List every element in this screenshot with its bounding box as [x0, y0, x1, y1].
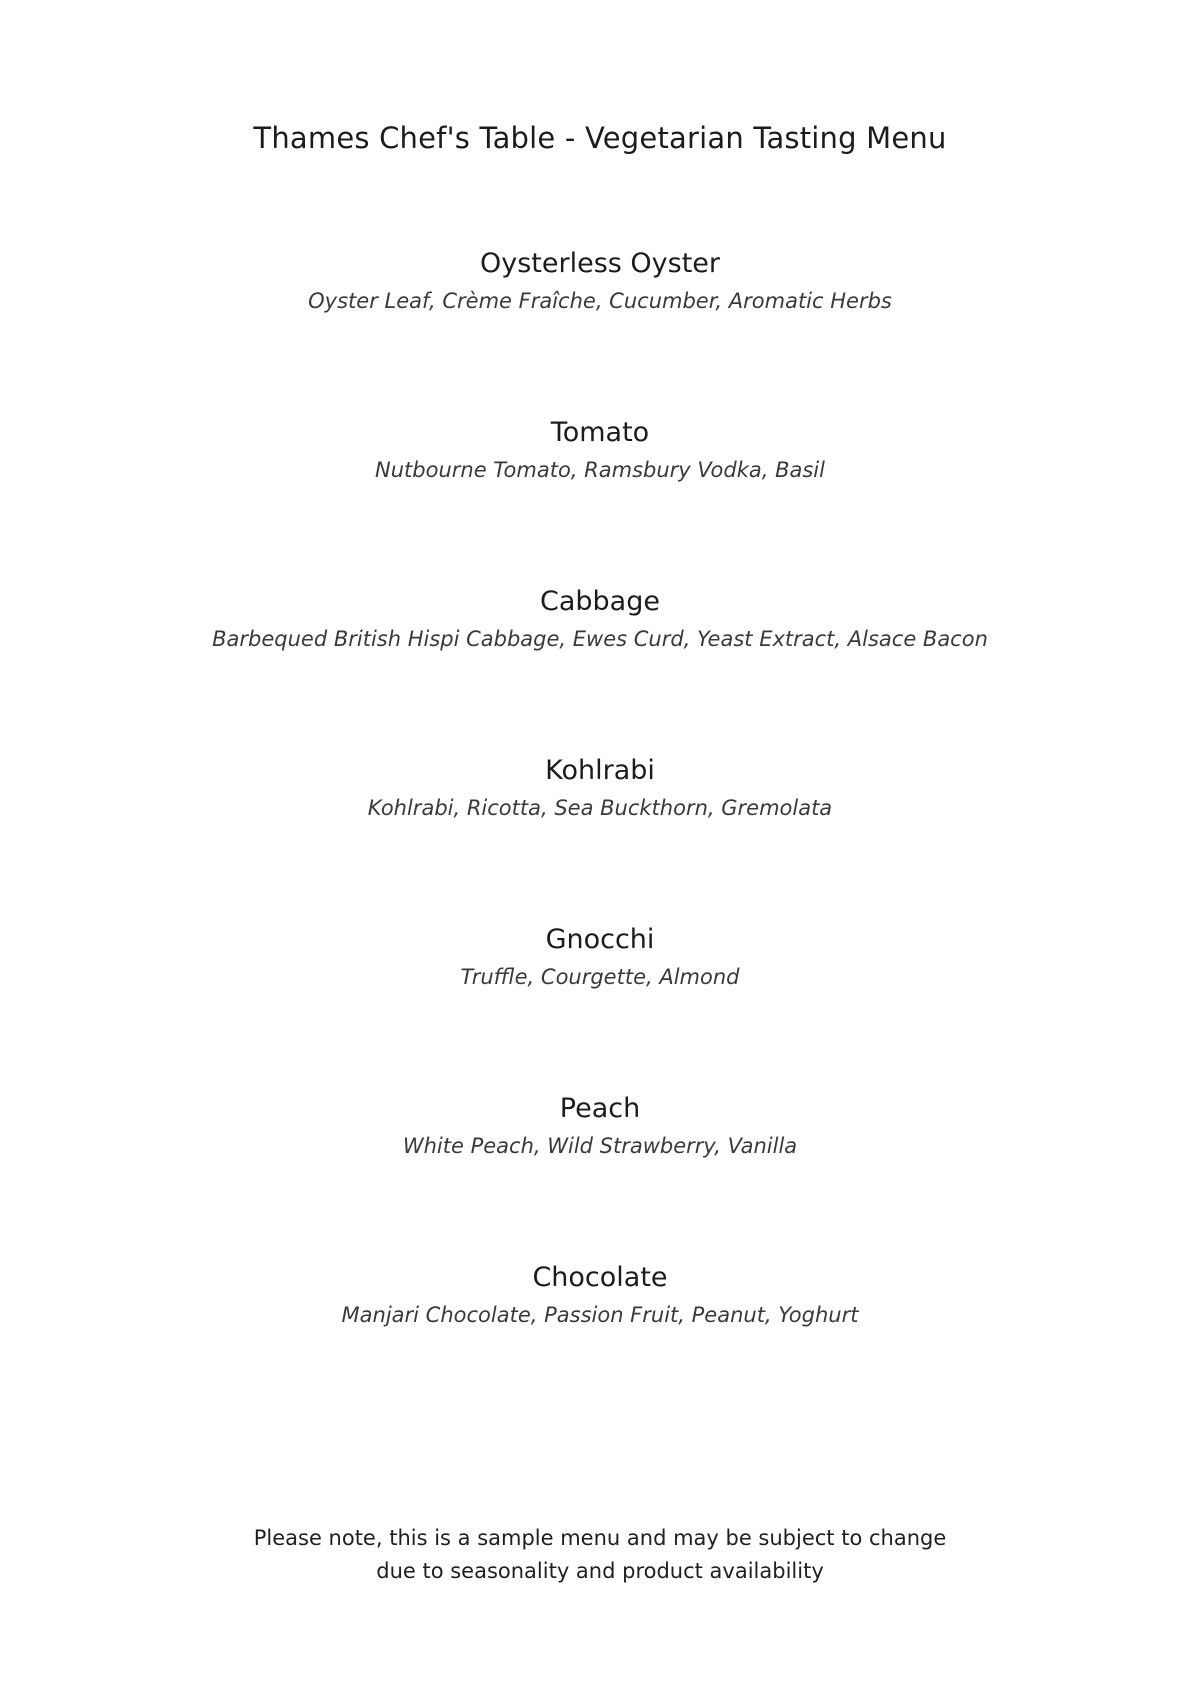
course-item	[0, 922, 1200, 992]
course-item	[0, 584, 1200, 654]
disclaimer-line: Please note, this is a sample menu and may be subject to change	[253, 1526, 947, 1550]
course-item	[0, 415, 1200, 485]
course-item	[0, 1091, 1200, 1161]
course-name: Chocolate	[532, 1262, 668, 1293]
course-description: Nutbourne Tomato, Ramsbury Vodka, Basil	[375, 458, 825, 482]
course-name: Cabbage	[540, 586, 660, 617]
course-item	[0, 753, 1200, 823]
course-name: Peach	[559, 1093, 641, 1124]
course-description: Kohlrabi, Ricotta, Sea Buckthorn, Gremolata	[367, 796, 833, 820]
course-name: Tomato	[550, 417, 650, 448]
course-name: Gnocchi	[545, 924, 655, 955]
disclaimer-line: due to seasonality and product availability	[376, 1559, 824, 1583]
menu-disclaimer	[0, 1522, 1200, 1588]
course-description: White Peach, Wild Strawberry, Vanilla	[402, 1134, 798, 1158]
course-item	[0, 246, 1200, 316]
course-description: Oyster Leaf, Crème Fraîche, Cucumber, Aromatic Herbs	[308, 289, 892, 313]
course-description: Truffle, Courgette, Almond	[460, 965, 740, 989]
course-description: Barbequed British Hispi Cabbage, Ewes Curd, Yeast Extract, Alsace Bacon	[212, 627, 988, 651]
course-item	[0, 1260, 1200, 1330]
course-name: Kohlrabi	[545, 755, 655, 786]
menu-title: Thames Chef's Table - Vegetarian Tasting Menu	[253, 121, 947, 155]
course-description: Manjari Chocolate, Passion Fruit, Peanut, Yoghurt	[341, 1303, 859, 1327]
course-name: Oysterless Oyster	[479, 248, 721, 279]
